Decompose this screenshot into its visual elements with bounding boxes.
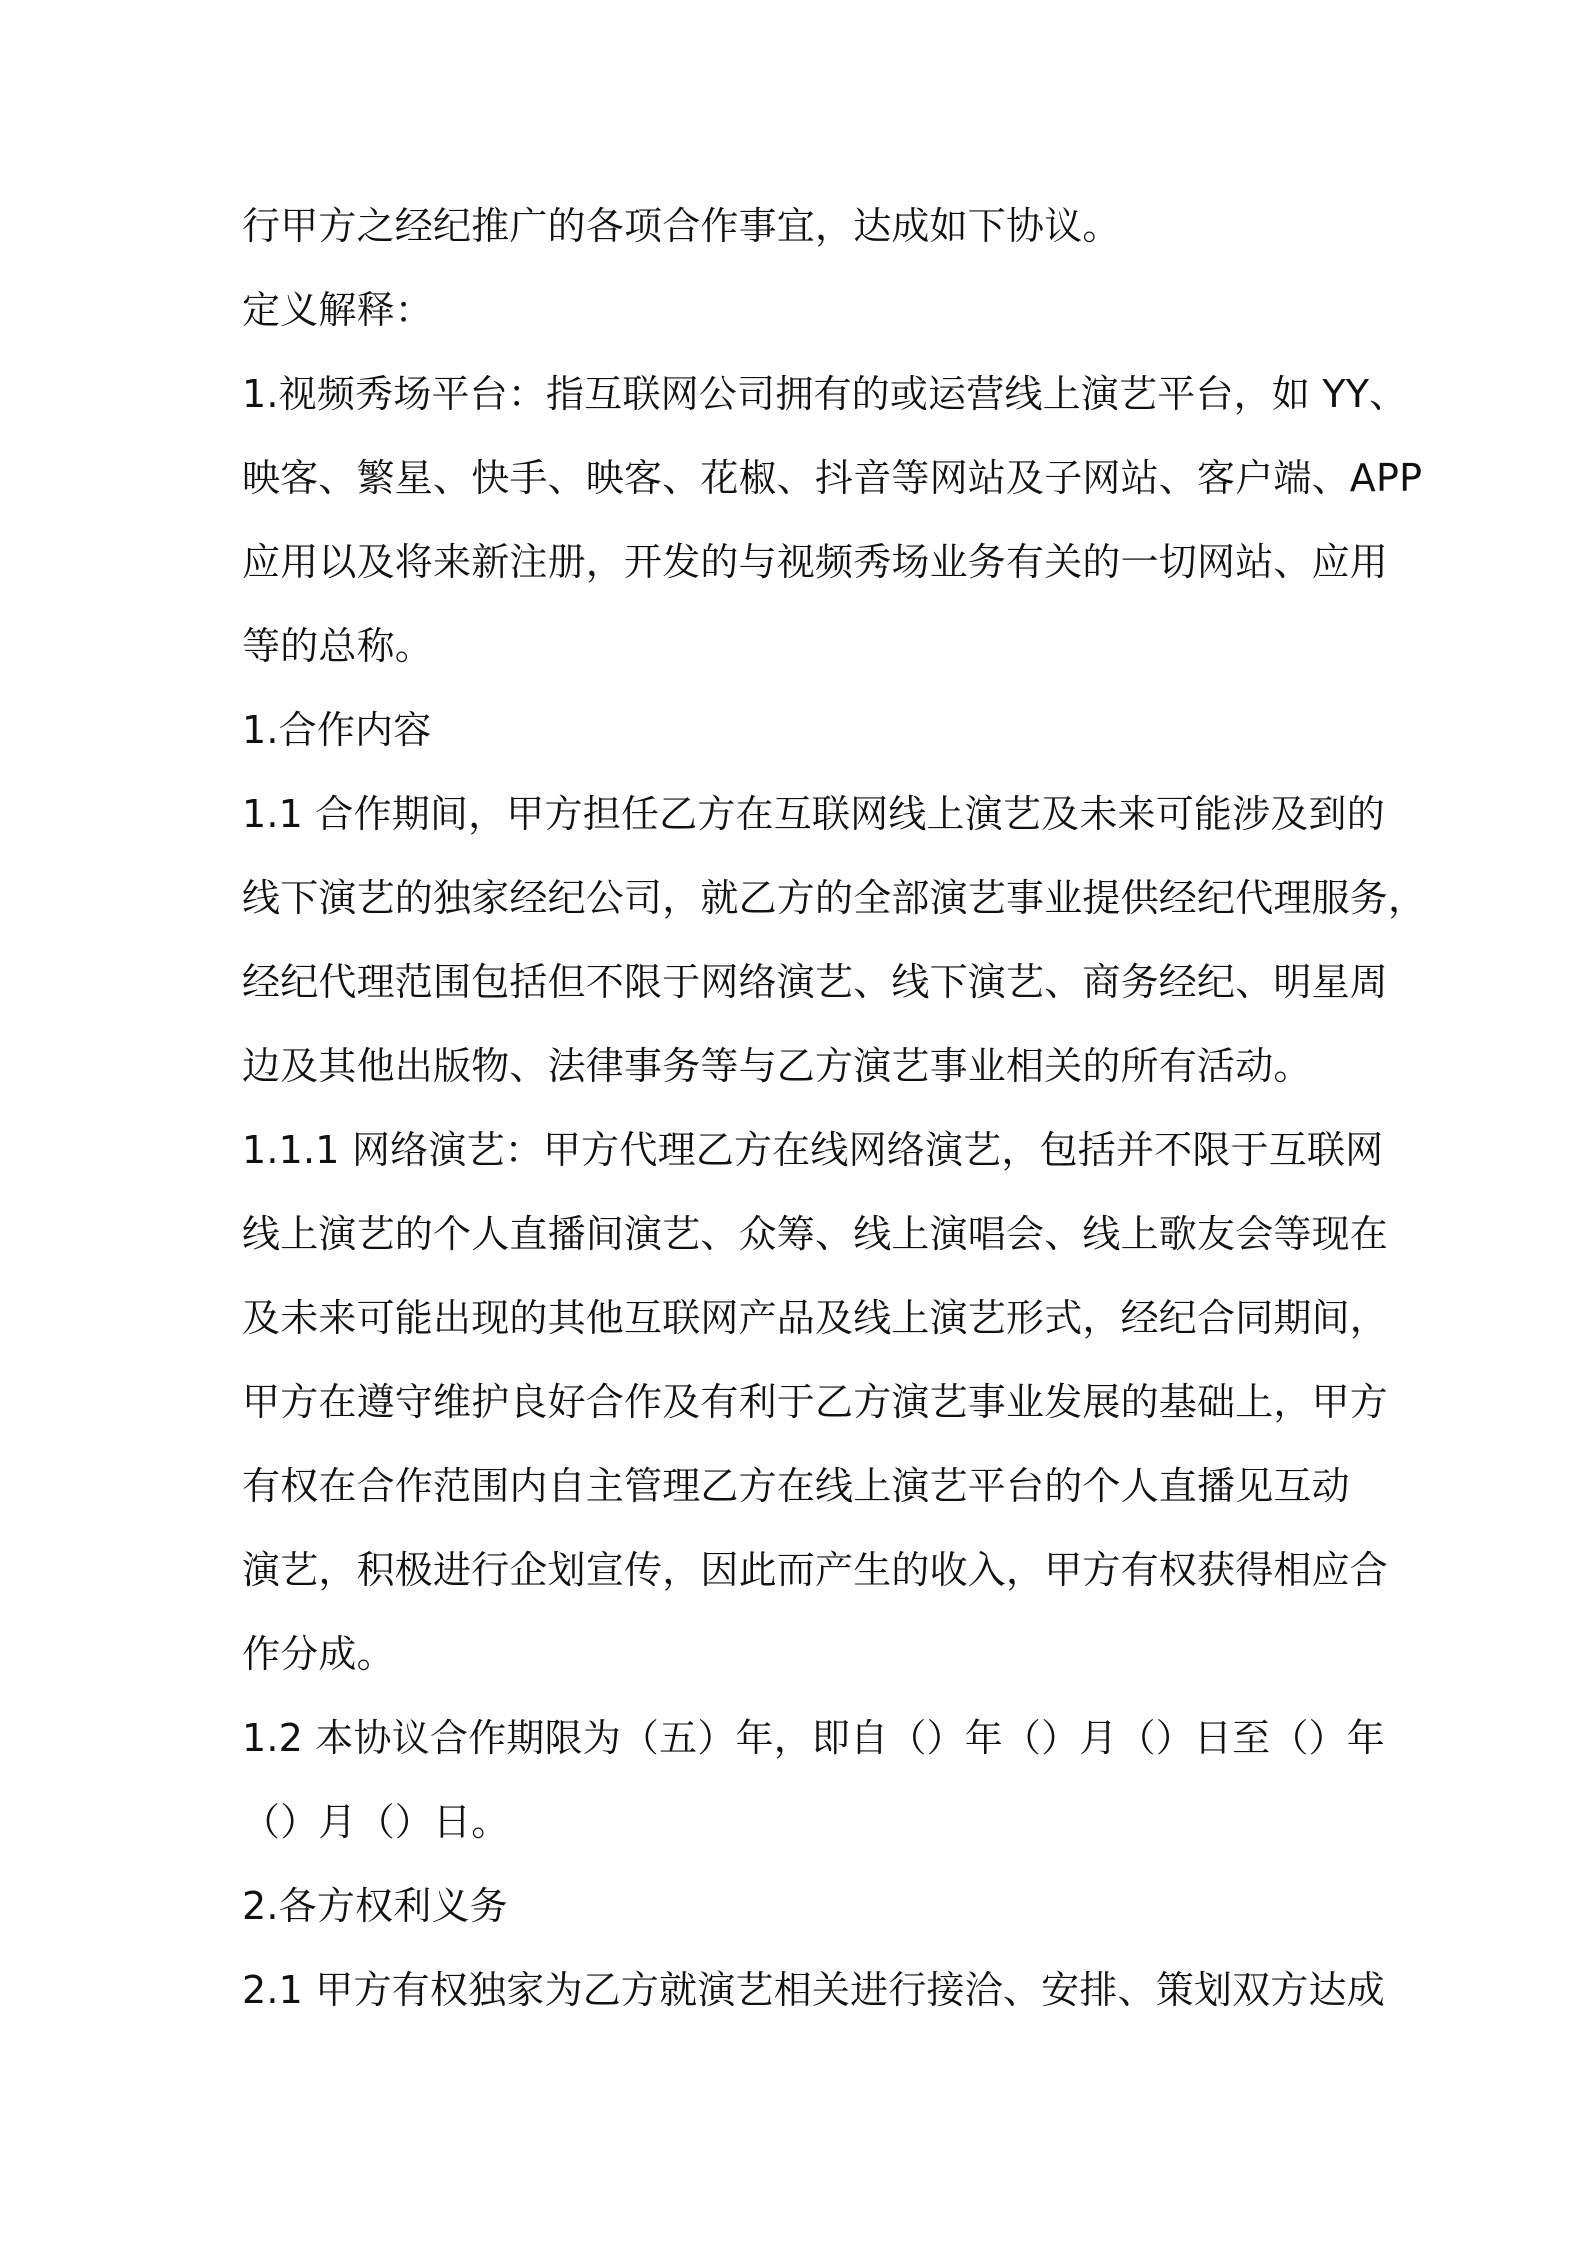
text-line: 1.视频秀场平台：指互联网公司拥有的或运营线上演艺平台，如 YY、 <box>242 372 1408 416</box>
text-line: 演艺，积极进行企划宣传，因此而产生的收入，甲方有权获得相应合 <box>242 1548 1389 1592</box>
text-line: 行甲方之经纪推广的各项合作事宜，达成如下协议。 <box>242 204 1121 248</box>
text-line: 甲方在遵守维护良好合作及有利于乙方演艺事业发展的基础上，甲方 <box>242 1380 1389 1424</box>
section-heading: 定义解释： <box>242 288 434 332</box>
text-line: 等的总称。 <box>242 624 434 668</box>
text-line: 映客、繁星、快手、映客、花椒、抖音等网站及子网站、客户端、APP <box>242 456 1423 500</box>
text-line: 应用以及将来新注册，开发的与视频秀场业务有关的一切网站、应用 <box>242 540 1389 584</box>
section-heading: 1.合作内容 <box>242 708 432 752</box>
text-line: 及未来可能出现的其他互联网产品及线上演艺形式，经纪合同期间， <box>242 1296 1389 1340</box>
text-line: 线下演艺的独家经纪公司，就乙方的全部演艺事业提供经纪代理服务， <box>242 876 1427 920</box>
text-line: 1.1 合作期间，甲方担任乙方在互联网线上演艺及未来可能涉及到的 <box>242 792 1385 836</box>
text-line: 有权在合作范围内自主管理乙方在线上演艺平台的个人直播见互动 <box>242 1464 1350 1508</box>
text-line: 2.1 甲方有权独家为乙方就演艺相关进行接洽、安排、策划双方达成 <box>242 1968 1385 2012</box>
text-line: （）月（）日。 <box>242 1800 510 1844</box>
section-heading: 2.各方权利义务 <box>242 1884 508 1928</box>
text-line: 线上演艺的个人直播间演艺、众筹、线上演唱会、线上歌友会等现在 <box>242 1212 1389 1256</box>
text-line: 1.2 本协议合作期限为（五）年，即自（）年（）月（）日至（）年 <box>242 1716 1385 1760</box>
text-line: 作分成。 <box>242 1632 395 1676</box>
text-line: 经纪代理范围包括但不限于网络演艺、线下演艺、商务经纪、明星周 <box>242 960 1389 1004</box>
text-line: 1.1.1 网络演艺：甲方代理乙方在线网络演艺，包括并不限于互联网 <box>242 1128 1384 1172</box>
text-line: 边及其他出版物、法律事务等与乙方演艺事业相关的所有活动。 <box>242 1044 1312 1088</box>
